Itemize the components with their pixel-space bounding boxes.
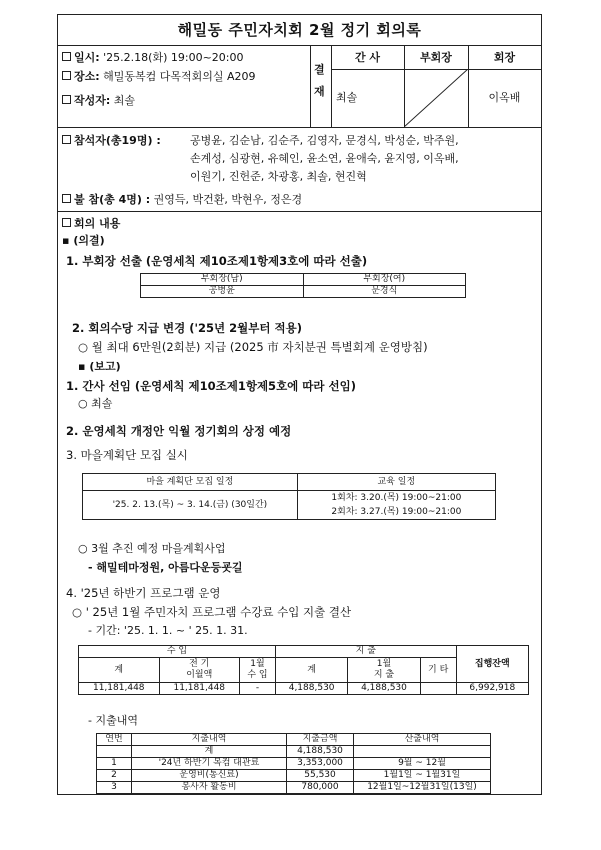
vice-chair-table bbox=[140, 273, 466, 298]
table-cell: 1월1일 ~ 1월31일 bbox=[354, 770, 491, 782]
checkbox-icon bbox=[62, 71, 71, 80]
table-cell: 11,181,448 bbox=[79, 683, 160, 695]
income-header: 수 입 bbox=[79, 646, 276, 658]
bullet-icon: ▪ bbox=[62, 234, 70, 247]
attendees-line: 손계성, 심광현, 유혜인, 윤소연, 윤애숙, 윤지영, 이옥배, bbox=[190, 152, 459, 165]
table-cell: 공병윤 bbox=[141, 286, 304, 298]
table-header: 계 bbox=[275, 658, 347, 683]
section-heading: 회의 내용 bbox=[62, 217, 120, 231]
table-cell bbox=[420, 683, 456, 695]
settlement-period: - 기간: '25. 1. 1. ~ ' 25. 1. 31. bbox=[88, 624, 248, 637]
approval-header-secretary: 간 사 bbox=[354, 51, 381, 64]
expense-header: 지 출 bbox=[275, 646, 456, 658]
meeting-minutes-document bbox=[57, 14, 542, 795]
expense-detail-table bbox=[96, 733, 491, 794]
settlement-table bbox=[78, 645, 529, 695]
absent-row bbox=[62, 193, 302, 207]
table-header: 지출금액 bbox=[287, 734, 354, 746]
table-row bbox=[97, 770, 491, 782]
table-cell bbox=[97, 746, 132, 758]
approval-diagonal bbox=[404, 69, 468, 127]
report-item-3-projects: - 해밀테마정원, 아름다운등굣길 bbox=[88, 561, 243, 574]
attendees-line: 공병윤, 김순남, 김순주, 김영자, 문경식, 박성순, 박주원, bbox=[190, 134, 459, 147]
table-cell: 2 bbox=[97, 770, 132, 782]
recruit-period: '25. 2. 13.(목) ~ 3. 14.(금) (30일간) bbox=[83, 491, 298, 520]
expense-detail-label: - 지출내역 bbox=[88, 714, 138, 727]
table-cell: 1 bbox=[97, 758, 132, 770]
table-cell: 6,992,918 bbox=[456, 683, 528, 695]
table-cell: 4,188,530 bbox=[348, 683, 420, 695]
table-header: 부회장(남) bbox=[141, 274, 304, 286]
table-row bbox=[97, 758, 491, 770]
table-header: 지출내역 bbox=[132, 734, 287, 746]
author-label: 작성자: bbox=[74, 94, 111, 107]
place-value: 해밀동복컴 다목적회의실 A209 bbox=[103, 70, 256, 83]
author-value: 최솔 bbox=[113, 94, 136, 107]
table-cell bbox=[354, 746, 491, 758]
table-header: 계 bbox=[79, 658, 160, 683]
table-row bbox=[97, 782, 491, 794]
agenda-item-2-detail: ○ 월 최대 6만원(2회분) 지급 (2025 市 자치분권 특별회계 운영방침) bbox=[78, 340, 428, 354]
table-header: 부회장(여) bbox=[303, 274, 466, 286]
report-item-1: 1. 간사 선임 (운영세칙 제10조제1항제5호에 따라 선임) bbox=[66, 379, 356, 393]
table-header: 연번 bbox=[97, 734, 132, 746]
absent-names: 권영득, 박건환, 박현우, 정은경 bbox=[153, 193, 303, 206]
training-session-2: 2회차: 3.27.(목) 19:00~21:00 bbox=[297, 505, 495, 520]
table-cell: 12월1일~12월31일(13일) bbox=[354, 782, 491, 794]
document-title: 해밀동 주민자치회 2월 정기 회의록 bbox=[58, 15, 541, 46]
agenda-item-2: 2. 회의수당 지급 변경 ('25년 2월부터 적용) bbox=[72, 321, 302, 335]
table-header: 마을 계획단 모집 일정 bbox=[83, 474, 298, 491]
table-cell: 4,188,530 bbox=[287, 746, 354, 758]
date-row bbox=[62, 51, 244, 65]
table-cell: 9월 ~ 12월 bbox=[354, 758, 491, 770]
author-row bbox=[62, 94, 135, 108]
approval-header-chair: 회장 bbox=[493, 51, 516, 64]
table-cell: 55,530 bbox=[287, 770, 354, 782]
deliberation-heading: ▪ (의결) bbox=[62, 234, 105, 247]
report-item-3: 3. 마을계획단 모집 실시 bbox=[66, 448, 188, 462]
checkbox-icon bbox=[62, 218, 71, 227]
place-row bbox=[62, 70, 256, 84]
balance-header: 집행잔액 bbox=[456, 646, 528, 683]
table-header: 교육 일정 bbox=[297, 474, 495, 491]
date-value: '25.2.18(화) 19:00~20:00 bbox=[103, 51, 244, 64]
checkbox-icon bbox=[62, 95, 71, 104]
attendees-line: 이원기, 진헌준, 차광홍, 최솔, 현진혁 bbox=[190, 170, 367, 183]
table-cell: '24년 하반기 복컴 대관료 bbox=[132, 758, 287, 770]
table-row bbox=[97, 746, 491, 758]
table-cell: 3,353,000 bbox=[287, 758, 354, 770]
attendees-label: 참석자(총19명) : bbox=[62, 134, 161, 148]
table-header: 전 기 이월액 bbox=[159, 658, 240, 683]
place-label: 장소: bbox=[74, 70, 100, 83]
approval-side-label: 재 bbox=[314, 85, 325, 98]
table-cell: 3 bbox=[97, 782, 132, 794]
table-cell: 4,188,530 bbox=[275, 683, 347, 695]
approval-signer-secretary: 최솔 bbox=[336, 91, 358, 104]
table-cell: 운영비(통신료) bbox=[132, 770, 287, 782]
approval-side-label: 결 bbox=[314, 63, 325, 76]
date-label: 일시: bbox=[74, 51, 100, 64]
table-header: 기 타 bbox=[420, 658, 456, 683]
table-cell: 780,000 bbox=[287, 782, 354, 794]
training-session-1: 1회차: 3.20.(목) 19:00~21:00 bbox=[297, 491, 495, 506]
report-item-3-detail: ○ 3월 추진 예정 마을계획사업 bbox=[78, 542, 226, 555]
table-cell: 11,181,448 bbox=[159, 683, 240, 695]
checkbox-icon bbox=[62, 52, 71, 61]
approval-signer-chair: 이옥배 bbox=[488, 91, 521, 104]
table-cell: 계 bbox=[132, 746, 287, 758]
checkbox-icon bbox=[62, 135, 71, 144]
table-header: 산출내역 bbox=[354, 734, 491, 746]
approval-header-vice-chair: 부회장 bbox=[420, 51, 452, 64]
recruit-schedule-table bbox=[82, 473, 496, 520]
agenda-item-1: 1. 부회장 선출 (운영세칙 제10조제1항제3호에 따라 선출) bbox=[66, 254, 368, 268]
table-cell: 봉사자 활동비 bbox=[132, 782, 287, 794]
checkbox-icon bbox=[62, 194, 71, 203]
report-item-4-detail: ○ ' 25년 1월 주민자치 프로그램 수강료 수입 지출 결산 bbox=[72, 605, 352, 619]
table-cell: 문경식 bbox=[303, 286, 466, 298]
bullet-icon: ▪ bbox=[78, 360, 86, 373]
report-item-4: 4. '25년 하반기 프로그램 운영 bbox=[66, 586, 221, 600]
report-heading: ▪ (보고) bbox=[78, 360, 121, 373]
table-header: 1월 지 출 bbox=[348, 658, 420, 683]
report-item-2: 2. 운영세칙 개정안 익월 정기회의 상정 예정 bbox=[66, 424, 292, 438]
table-cell: - bbox=[240, 683, 276, 695]
absent-label: 불 참(총 4명) : bbox=[74, 193, 151, 206]
report-item-1-detail: ○ 최솔 bbox=[78, 397, 113, 410]
table-header: 1월 수 입 bbox=[240, 658, 276, 683]
